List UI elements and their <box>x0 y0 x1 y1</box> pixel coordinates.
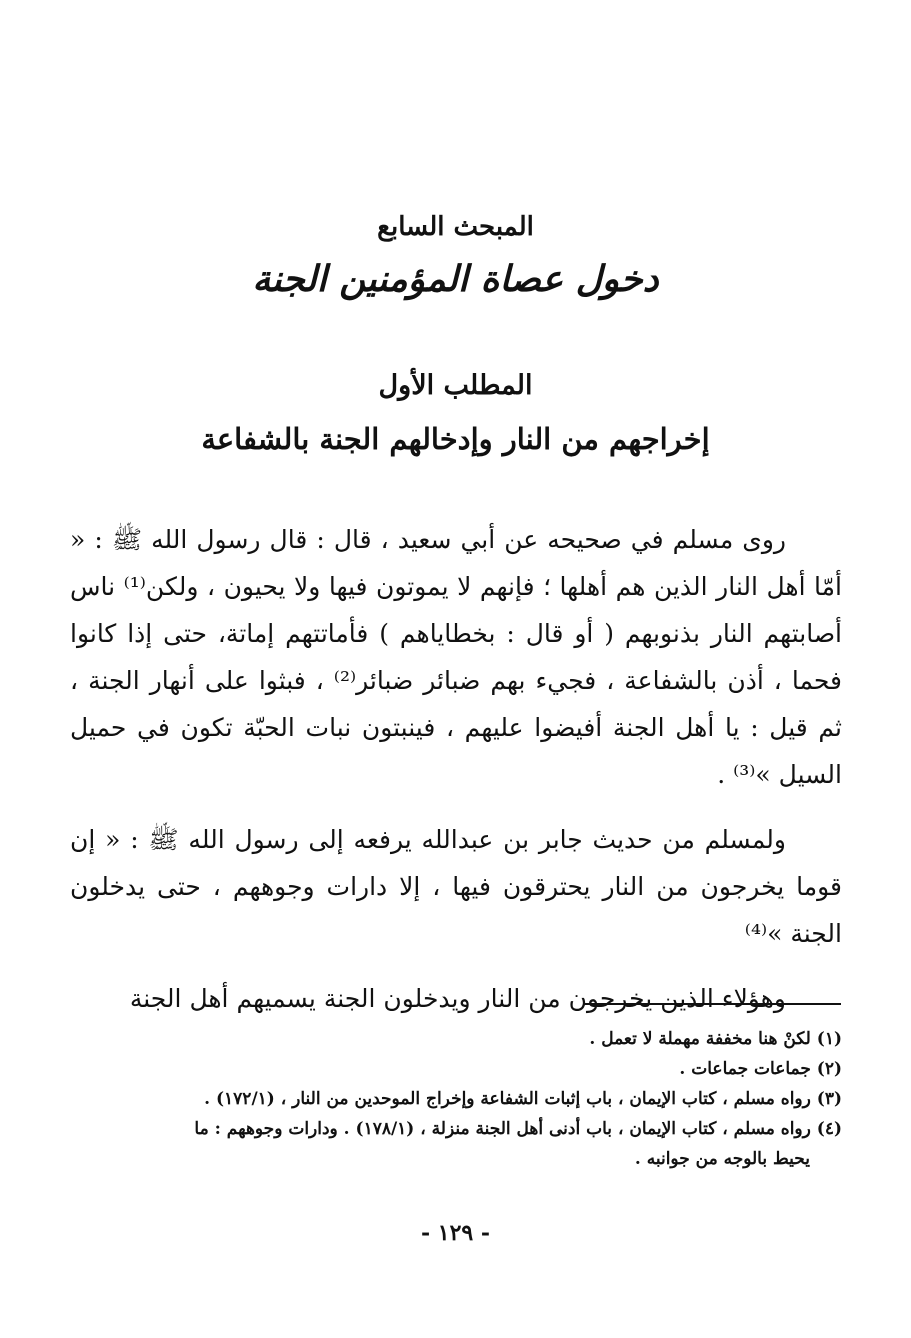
footnote-separator <box>583 1003 841 1005</box>
paragraph-hadith-jabir: ولمسلم من حديث جابر بن عبدالله يرفعه إلى رسول الله ﷺ : « إن قوما يخرجون من النار يحترقون فيها ، إلا دارات وجوههم ، حتى يدخلون الجنة »⁽⁴⁾ <box>70 825 842 948</box>
footnote-2: (٢) جماعات جماعات . <box>679 1059 842 1079</box>
footnote-4-continuation: يحيط بالوجه من جوانبه . <box>634 1149 810 1169</box>
footnote-1: (١) لكنْ هنا مخففة مهملة لا تعمل . <box>589 1029 842 1049</box>
footnote-3: (٣) رواه مسلم ، كتاب الإيمان ، باب إثبات الشفاعة وإخراج الموحدين من النار ، (١٧٢/١) . <box>204 1089 842 1109</box>
paragraph-hadith-abu-said: روى مسلم في صحيحه عن أبي سعيد ، قال : قال رسول الله ﷺ : « أمّا أهل النار الذين هم أهلها ؛ فإنهم لا يموتون فيها ولا يحيون ، ولكن⁽¹⁾ ناس أصابتهم النار بذنوبهم ( أو قال : بخطاياهم ) فأماتتهم إماتة، حتى إذا كانوا فحما ، أذن بالشفاعة ، فجيء بهم ضبائر ضبائر⁽²⁾ ، فبثوا على أنهار الجنة ، ثم قيل : يا أهل الجنة أفيضوا عليهم ، فينبتون نبات الحبّة تكون في حميل السيل »⁽³⁾ . <box>70 525 842 789</box>
footnotes <box>70 1024 842 1174</box>
section-title: دخول عصاة المؤمنين الجنة <box>252 258 659 300</box>
subsection-kicker: المطلب الأول <box>378 370 533 401</box>
section-kicker: المبحث السابع <box>377 212 534 242</box>
body-text <box>70 516 842 1022</box>
paragraph-continuation: وهؤلاء الذين يخرجون من النار ويدخلون الجنة يسميهم أهل الجنة <box>129 984 786 1013</box>
page-number: - ١٢٩ - <box>420 1220 491 1246</box>
subsection-title: إخراجهم من النار وإدخالهم الجنة بالشفاعة <box>201 422 710 456</box>
footnote-4: (٤) رواه مسلم ، كتاب الإيمان ، باب أدنى أهل الجنة منزلة ، (١٧٨/١) . ودارات وجوههم : ما <box>194 1119 842 1139</box>
